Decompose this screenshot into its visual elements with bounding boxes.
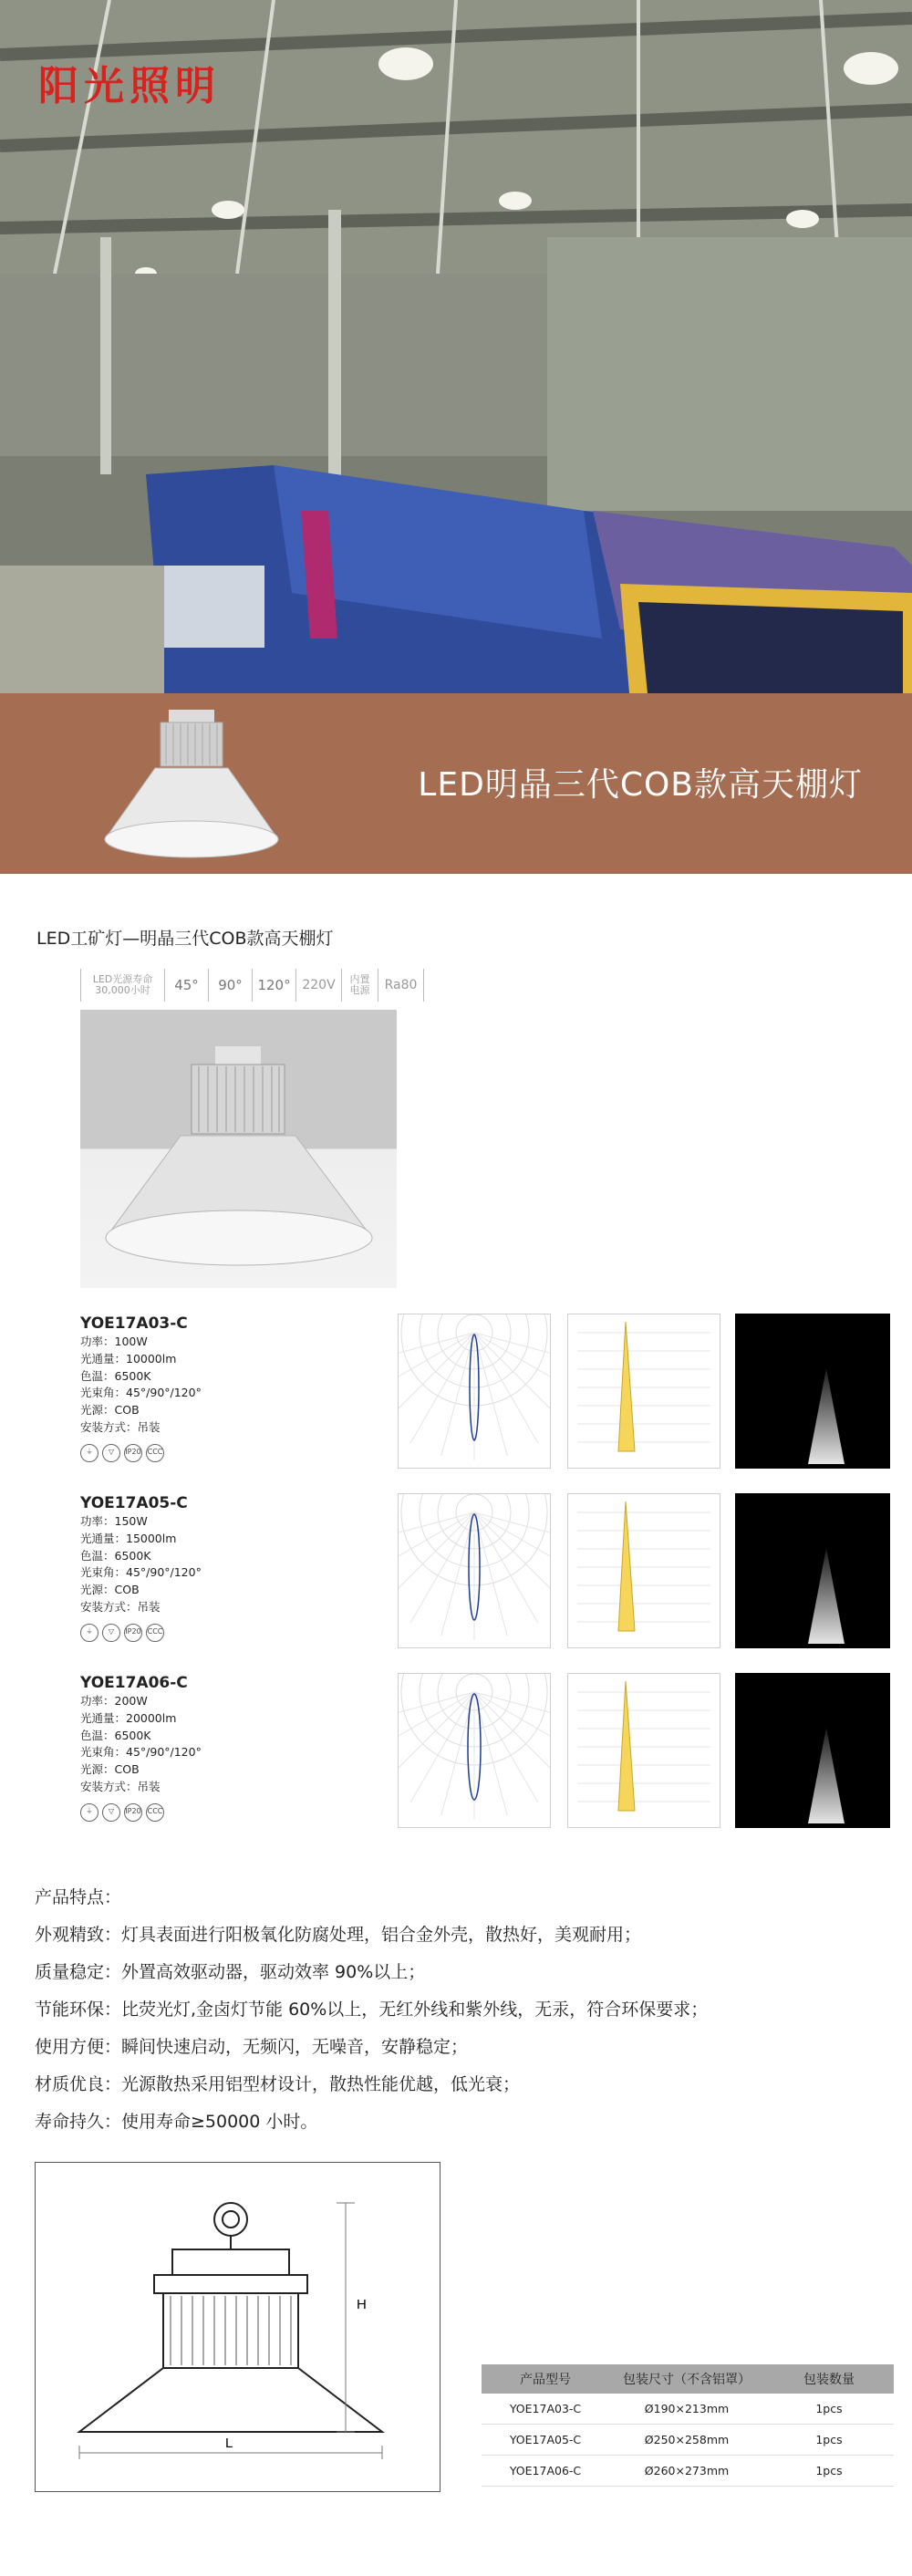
model-mount: 安装方式：吊装	[80, 1779, 161, 1793]
header-qty: 包装数量	[803, 2373, 855, 2387]
ip20-icon: IP20	[124, 1444, 142, 1462]
features-heading: 产品特点：	[35, 1887, 122, 1907]
high-bay-lamp-image	[80, 1010, 397, 1288]
feature-item: 材质优良：光源散热采用铝型材设计，散热性能优越，低光衰；	[35, 2074, 521, 2094]
feature-item: 使用方便：瞬间快速启动，无频闪，无噪音，安静稳定；	[35, 2037, 469, 2057]
banner-lamp-image	[100, 702, 283, 867]
packaging-table	[482, 2364, 894, 2487]
product-subtitle: LED工矿灯—明晶三代COB款高天棚灯	[36, 929, 334, 949]
driver-badge	[342, 969, 378, 1002]
beam-photo	[735, 1673, 890, 1828]
lamp-outline-drawing	[36, 2163, 440, 2491]
driver-badge-line1: 内置	[349, 973, 370, 985]
model-cct: 色温：6500K	[80, 1368, 151, 1383]
life-badge-line2: 30,000小时	[95, 984, 150, 996]
light-beam	[808, 1368, 845, 1464]
beam-cone	[618, 1681, 635, 1811]
cert-icons	[80, 1624, 299, 1642]
model-name: YOE17A05-C	[80, 1494, 188, 1512]
illuminance-cone-chart	[567, 1493, 720, 1648]
angle-badge-120: 120°	[253, 969, 296, 1002]
model-block-3	[80, 1673, 299, 1822]
model-block-1	[80, 1314, 299, 1462]
voltage-badge: 220V	[296, 969, 342, 1002]
model-block-2	[80, 1493, 299, 1642]
feature-item: 外观精致：灯具表面进行阳极氧化防腐处理，铝合金外壳，散热好，美观耐用；	[35, 1925, 642, 1945]
polar-distribution-chart	[398, 1314, 551, 1469]
hero-photo	[0, 0, 912, 693]
angle-badge-45: 45°	[165, 969, 209, 1002]
triangle-icon: ▽	[102, 1803, 120, 1822]
model-name: YOE17A03-C	[80, 1314, 188, 1333]
beam-photo	[735, 1314, 890, 1469]
feature-item: 质量稳定：外置高效驱动器，驱动效率 90%以上；	[35, 1962, 426, 1982]
triangle-icon: ▽	[102, 1444, 120, 1462]
light-beam	[808, 1548, 845, 1644]
ip20-icon: IP20	[124, 1624, 142, 1642]
model-beam: 光束角：45°/90°/120°	[80, 1745, 202, 1760]
header-size: 包装尺寸（不含铝罩）	[623, 2373, 751, 2387]
dimension-drawing	[35, 2162, 440, 2492]
feature-item: 节能环保：比荧光灯,金卤灯节能 60%以上，无红外线和紫外线，无汞，符合环保要求；	[35, 2000, 709, 2020]
ground-icon: ⏚	[80, 1444, 98, 1462]
ra-badge: Ra80	[378, 969, 424, 1002]
l-dimension-label: L	[225, 2436, 233, 2451]
model-source: 光源：COB	[80, 1403, 140, 1418]
triangle-icon: ▽	[102, 1624, 120, 1642]
model-name: YOE17A06-C	[80, 1674, 188, 1692]
feature-item: 寿命持久：使用寿命≥50000 小时。	[35, 2112, 318, 2132]
life-badge	[81, 969, 165, 1002]
ip20-icon: IP20	[124, 1803, 142, 1822]
table-row: YOE17A03-C Ø190×213mm 1pcs	[482, 2394, 894, 2425]
model-beam: 光束角：45°/90°/120°	[80, 1565, 202, 1580]
h-dimension-label: H	[357, 2297, 367, 2312]
model-flux: 光通量：15000lm	[80, 1531, 177, 1545]
driver-badge-line2: 电源	[349, 984, 370, 996]
cert-icons	[80, 1444, 299, 1462]
illuminance-cone-chart	[567, 1314, 720, 1469]
model-beam: 光束角：45°/90°/120°	[80, 1386, 202, 1400]
table-row: YOE17A05-C Ø250×258mm 1pcs	[482, 2425, 894, 2456]
life-badge-line1: LED光源寿命	[92, 973, 153, 985]
ccc-icon: CCC	[146, 1803, 164, 1822]
illuminance-cone-chart	[567, 1673, 720, 1828]
banner-title: LED明晶三代COB款高天棚灯	[418, 766, 863, 804]
model-power: 功率：100W	[80, 1335, 148, 1348]
spec-badges	[80, 969, 424, 1002]
model-source: 光源：COB	[80, 1762, 140, 1777]
polar-distribution-chart	[398, 1673, 551, 1828]
ground-icon: ⏚	[80, 1803, 98, 1822]
polar-distribution-chart	[398, 1493, 551, 1648]
table-header	[482, 2364, 894, 2394]
model-flux: 光通量：10000lm	[80, 1351, 177, 1366]
features-section	[35, 1879, 855, 2141]
model-flux: 光通量：20000lm	[80, 1710, 177, 1725]
cert-icons	[80, 1803, 299, 1822]
table-row: YOE17A06-C Ø260×273mm 1pcs	[482, 2456, 894, 2487]
beam-cone	[618, 1501, 635, 1631]
model-cct: 色温：6500K	[80, 1728, 151, 1742]
beam-cone	[618, 1322, 635, 1451]
ccc-icon: CCC	[146, 1624, 164, 1642]
model-power: 功率：200W	[80, 1694, 148, 1708]
beam-photo	[735, 1493, 890, 1648]
model-mount: 安装方式：吊装	[80, 1419, 161, 1434]
brand-logo: 阳光照明	[38, 63, 221, 109]
ground-icon: ⏚	[80, 1624, 98, 1642]
ccc-icon: CCC	[146, 1444, 164, 1462]
model-cct: 色温：6500K	[80, 1548, 151, 1563]
header-model: 产品型号	[520, 2373, 571, 2387]
product-banner	[0, 693, 912, 874]
product-photo	[80, 1010, 397, 1288]
model-source: 光源：COB	[80, 1583, 140, 1597]
model-power: 功率：150W	[80, 1514, 148, 1528]
model-mount: 安装方式：吊装	[80, 1599, 161, 1614]
light-beam	[808, 1728, 845, 1823]
angle-badge-90: 90°	[209, 969, 253, 1002]
